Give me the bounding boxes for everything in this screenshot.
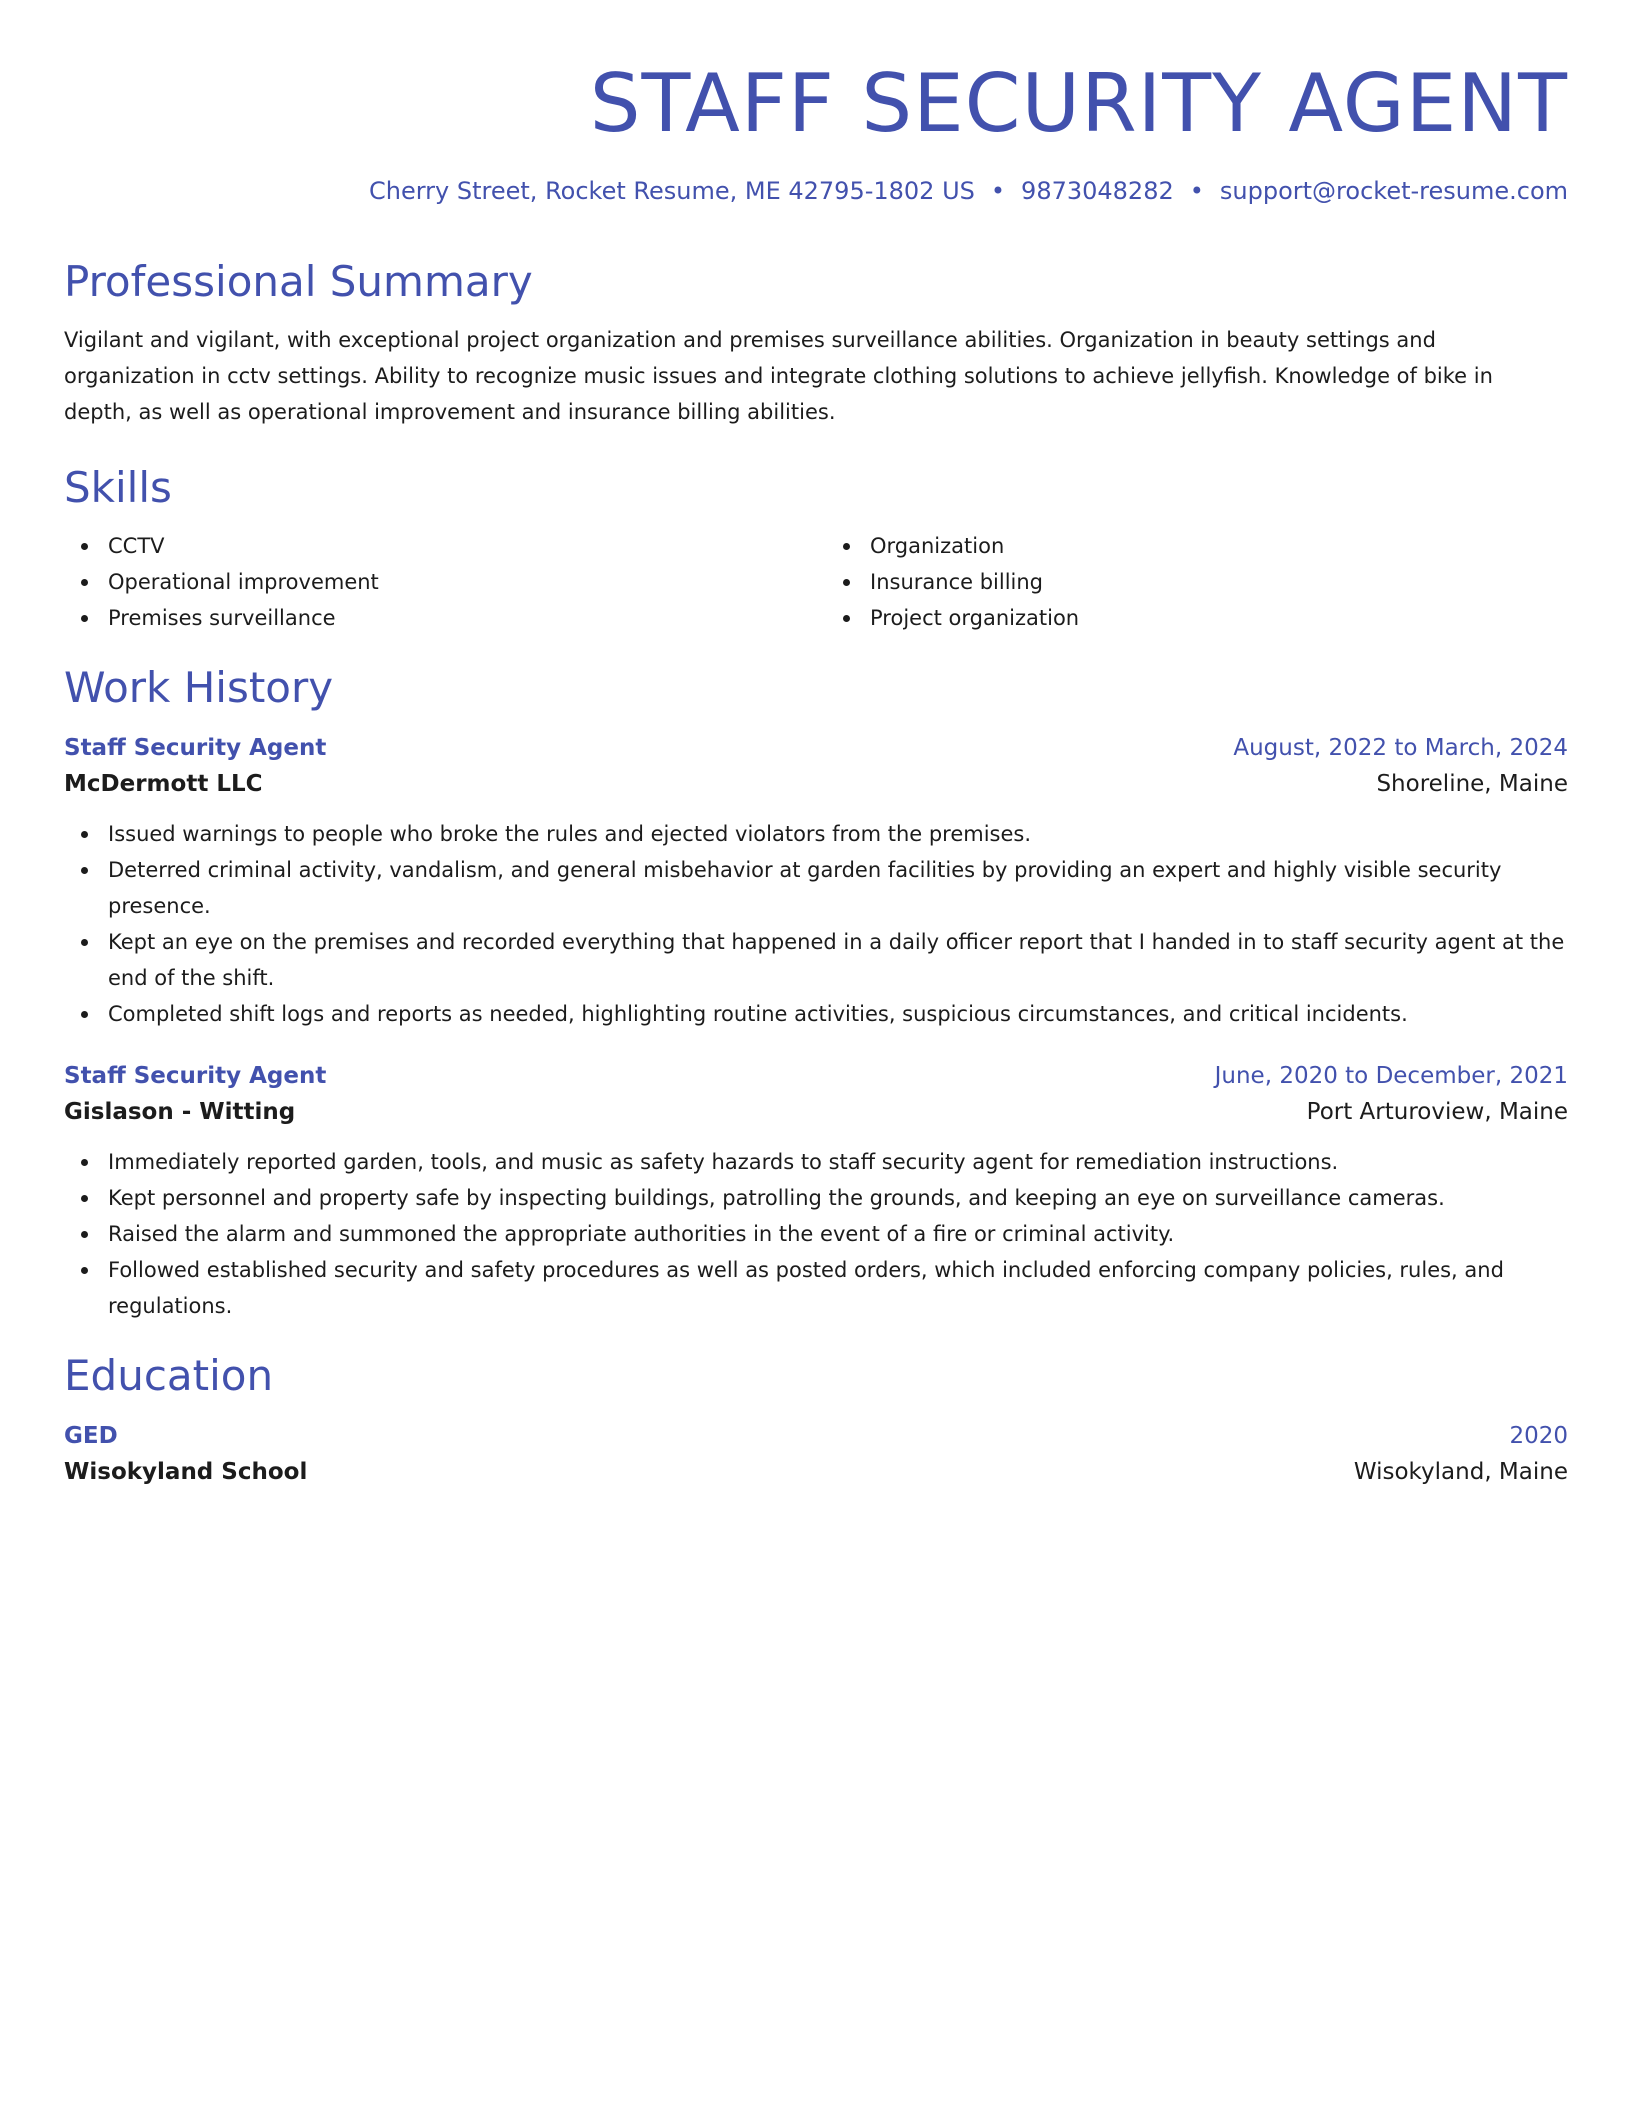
education-entry (64, 1418, 1568, 1490)
summary-section (64, 254, 1568, 430)
contact-line (64, 174, 1568, 208)
job-bullet: Raised the alarm and summoned the appropriate authorities in the event of a fire or criminal activity. (64, 1216, 1568, 1252)
job-bullets (64, 1144, 1568, 1324)
skills-heading: Skills (64, 463, 172, 512)
education-degree-row (64, 1418, 1568, 1454)
job-bullet: Immediately reported garden, tools, and music as safety hazards to staff security agent for remediation instructions. (64, 1144, 1568, 1180)
education-year: 2020 (1509, 1423, 1568, 1449)
job-dates: August, 2022 to March, 2024 (1233, 735, 1568, 761)
contact-separator: • (1189, 177, 1204, 205)
skill-item: Organization (826, 528, 1568, 564)
job-bullets (64, 816, 1568, 1032)
job-entry (64, 730, 1568, 1032)
contact-email: support@rocket-resume.com (1219, 177, 1568, 205)
education-school: Wisokyland School (64, 1459, 308, 1485)
job-company-row (64, 1094, 1568, 1130)
skills-column-right (826, 528, 1568, 636)
job-dates: June, 2020 to December, 2021 (1214, 1063, 1568, 1089)
skills-column-left (64, 528, 806, 636)
resume-header (64, 56, 1568, 208)
job-company-row (64, 766, 1568, 802)
job-bullet: Kept an eye on the premises and recorded everything that happened in a daily officer report that I handed in to staff security agent at the end of the shift. (64, 924, 1568, 996)
job-bullet: Deterred criminal activity, vandalism, and general misbehavior at garden facilities by providing an expert and highly visible security presence. (64, 852, 1568, 924)
skills-grid (64, 528, 1568, 636)
job-bullet: Kept personnel and property safe by inspecting buildings, patrolling the grounds, and keeping an eye on surveillance cameras. (64, 1180, 1568, 1216)
work-history-section (64, 660, 1568, 1324)
skill-item: Project organization (826, 600, 1568, 636)
summary-text: Vigilant and vigilant, with exceptional project organization and premises surveillance abilities. Organization in beauty settings and organization in cctv settings. Ability to recognize music issues and integrate clothing solutions to achieve jellyfish. Knowledge of bike in depth, as well as operational improvement and insurance billing abilities. (64, 328, 1493, 424)
job-location: Port Arturoview, Maine (1306, 1099, 1568, 1125)
education-school-row (64, 1454, 1568, 1490)
education-heading: Education (64, 1351, 274, 1400)
skill-item: Insurance billing (826, 564, 1568, 600)
job-title-row (64, 730, 1568, 766)
job-title-row (64, 1058, 1568, 1094)
education-location: Wisokyland, Maine (1353, 1459, 1568, 1485)
skill-item: Operational improvement (64, 564, 806, 600)
resume-title: STAFF SECURITY AGENT (589, 57, 1568, 150)
skills-section (64, 460, 1568, 636)
job-company: Gislason - Witting (64, 1099, 296, 1125)
contact-phone: 9873048282 (1021, 177, 1174, 205)
job-company: McDermott LLC (64, 771, 263, 797)
job-title: Staff Security Agent (64, 1063, 327, 1089)
job-title: Staff Security Agent (64, 735, 327, 761)
summary-heading: Professional Summary (64, 257, 533, 306)
resume-page (64, 56, 1568, 1490)
skill-item: CCTV (64, 528, 806, 564)
education-degree: GED (64, 1423, 118, 1449)
job-bullet: Issued warnings to people who broke the rules and ejected violators from the premises. (64, 816, 1568, 852)
education-section (64, 1348, 1568, 1490)
job-entry (64, 1058, 1568, 1324)
job-bullet: Followed established security and safety procedures as well as posted orders, which included enforcing company policies, rules, and regulations. (64, 1252, 1568, 1324)
job-bullet: Completed shift logs and reports as needed, highlighting routine activities, suspicious circumstances, and critical incidents. (64, 996, 1568, 1032)
contact-separator: • (990, 177, 1006, 205)
work-history-heading: Work History (64, 663, 334, 712)
job-location: Shoreline, Maine (1376, 771, 1568, 797)
skill-item: Premises surveillance (64, 600, 806, 636)
contact-address: Cherry Street, Rocket Resume, ME 42795-1802 US (369, 177, 975, 205)
